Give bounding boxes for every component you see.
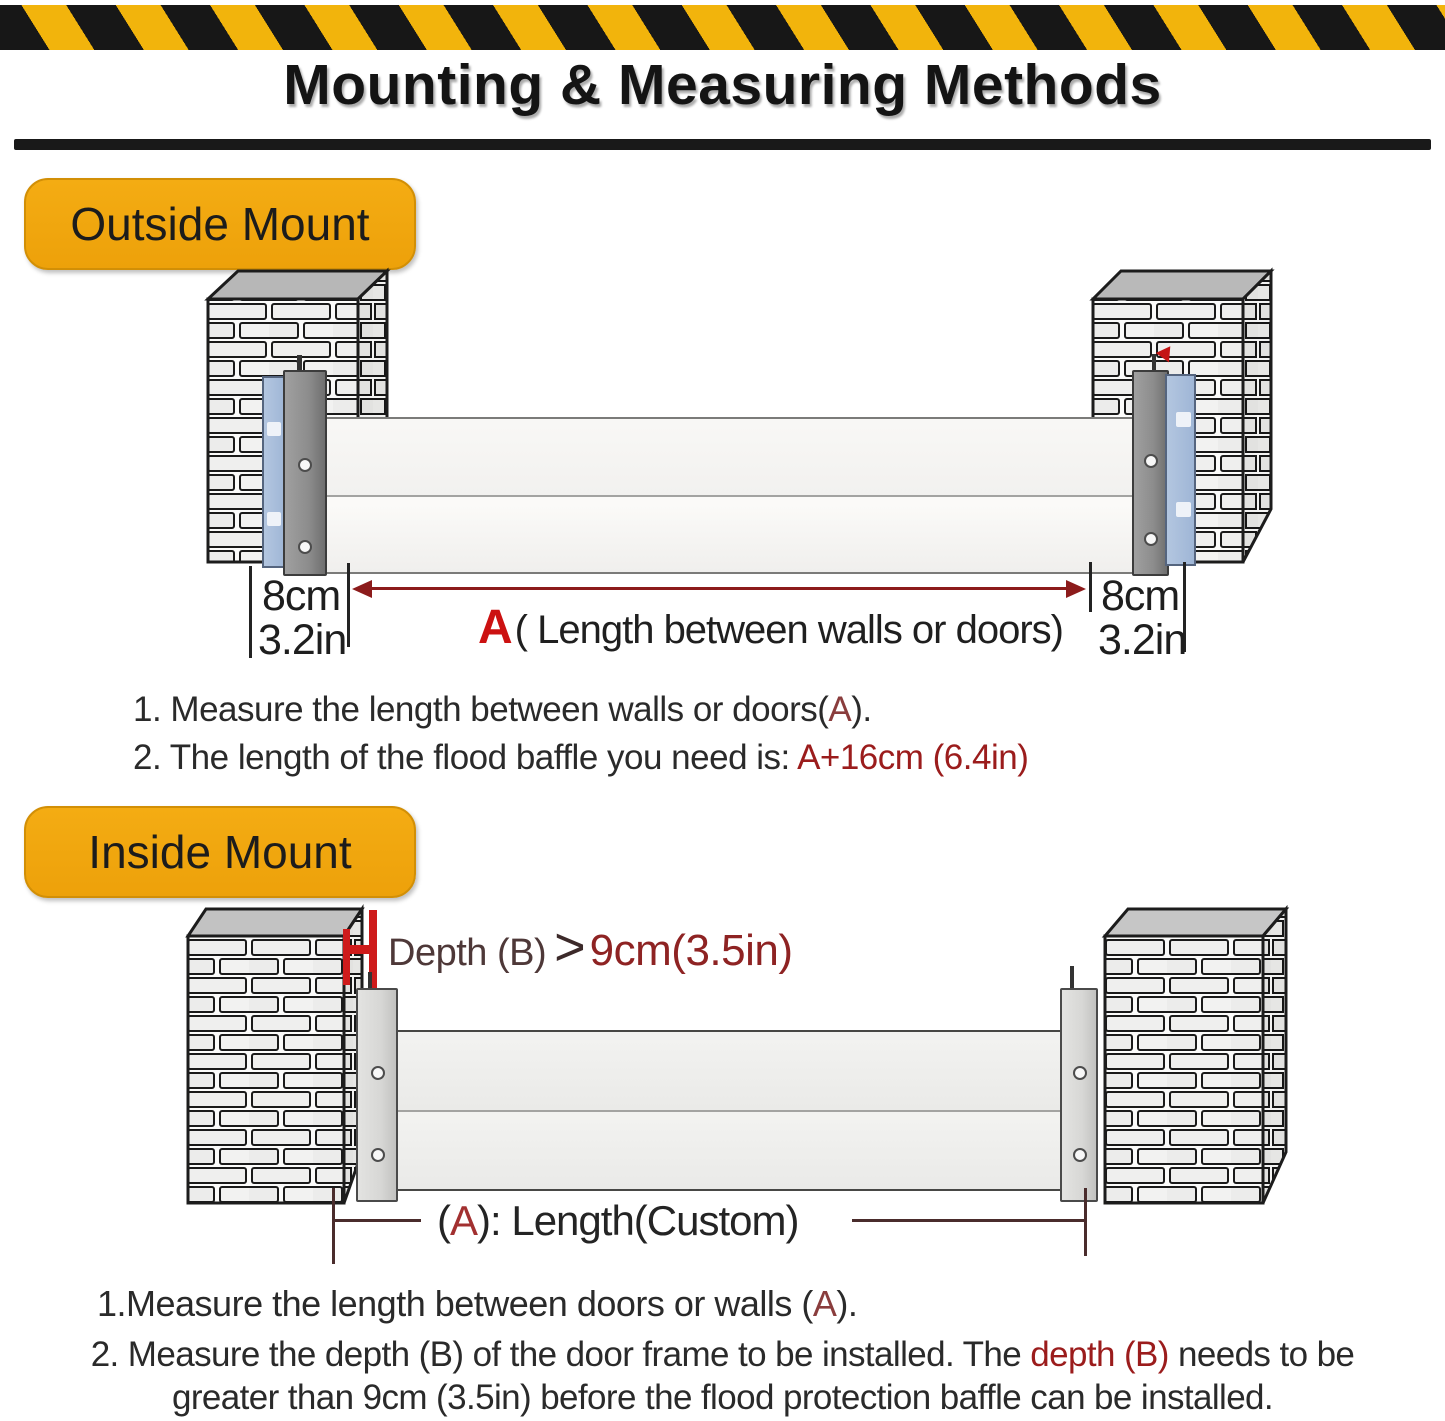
hazard-stripe-band: [0, 5, 1445, 50]
page-title: Mounting & Measuring Methods: [283, 53, 1162, 117]
inside-step-2: 2. Measure the depth (B) of the door frame to be installed. The depth (B) needs to be greater than 9cm (3.5in) before the flood protection baffle can be installed.: [90, 1335, 1355, 1418]
offset-right-cm: 8cm: [1101, 572, 1180, 620]
length-custom-label: (A): Length(Custom): [437, 1197, 799, 1244]
screw-hole-icon: [1144, 454, 1158, 468]
inside-mount-label: Inside Mount: [24, 806, 416, 898]
depth-note: [388, 916, 793, 978]
depth-value: 9cm(3.5in): [589, 926, 793, 975]
channel-slot-icon: [1176, 502, 1191, 517]
screw-hole-icon: [1144, 532, 1158, 546]
screw-hole-icon: [298, 458, 312, 472]
flood-barrier-inside: [394, 1030, 1066, 1191]
arrowhead-right-icon: [1066, 580, 1086, 598]
offset-left-inch: 3.2in: [258, 616, 347, 664]
barrier-panel-bottom: [396, 1110, 1064, 1190]
title-underline-bar: [14, 139, 1431, 150]
dimension-tick: [249, 566, 252, 658]
screw-hole-icon: [371, 1148, 385, 1162]
label-a: A: [478, 601, 513, 654]
mount-bracket-inside-right: [1060, 988, 1098, 1202]
offset-right-inch: 3.2in: [1098, 616, 1187, 664]
length-dimension-arrow: [352, 580, 1086, 598]
outside-step-1: 1. Measure the length between walls or doors(A).: [133, 690, 872, 729]
depth-label: Depth (B): [388, 932, 547, 974]
mount-bracket-left: [283, 370, 327, 576]
screw-hole-icon: [371, 1066, 385, 1080]
barrier-panel-top: [396, 1032, 1064, 1110]
barrier-panel-top: [324, 419, 1134, 495]
dimension-tick: [1089, 562, 1092, 612]
anchor-rod-icon: [1070, 966, 1074, 990]
arrow-shaft: [364, 587, 1074, 590]
mount-bracket-right: [1132, 370, 1169, 576]
offset-left-cm: 8cm: [262, 572, 341, 620]
wall-channel-right: [1165, 374, 1196, 566]
screw-hole-icon: [298, 540, 312, 554]
dimension-tick: [347, 563, 350, 647]
screw-hole-icon: [1073, 1066, 1087, 1080]
flood-barrier-outside: [322, 417, 1136, 574]
screw-hole-icon: [1073, 1148, 1087, 1162]
dimension-tick: [1084, 1188, 1087, 1256]
anchor-rod-icon: [1152, 354, 1156, 371]
label-caption: ( Length between walls or doors): [514, 608, 1063, 652]
outside-step-2: 2. The length of the flood baffle you need is: A+16cm (6.4in): [133, 738, 1029, 777]
dimension-line: [335, 1219, 421, 1222]
barrier-panel-bottom: [324, 495, 1134, 573]
channel-slot-icon: [267, 512, 281, 526]
dimension-tick: [332, 1188, 335, 1264]
mount-bracket-inside-left: [356, 988, 398, 1202]
inside-left-brick-pillar: [185, 900, 365, 1210]
greater-than-symbol: >: [554, 917, 586, 977]
channel-slot-icon: [267, 422, 281, 436]
channel-slot-icon: [1176, 412, 1191, 427]
outside-mount-label: Outside Mount: [24, 178, 416, 270]
inside-right-brick-pillar: [1103, 900, 1289, 1210]
inside-step-1: 1.Measure the length between doors or walls (A).: [97, 1283, 858, 1324]
dimension-line: [852, 1219, 1084, 1222]
length-a-label: [478, 600, 1063, 655]
